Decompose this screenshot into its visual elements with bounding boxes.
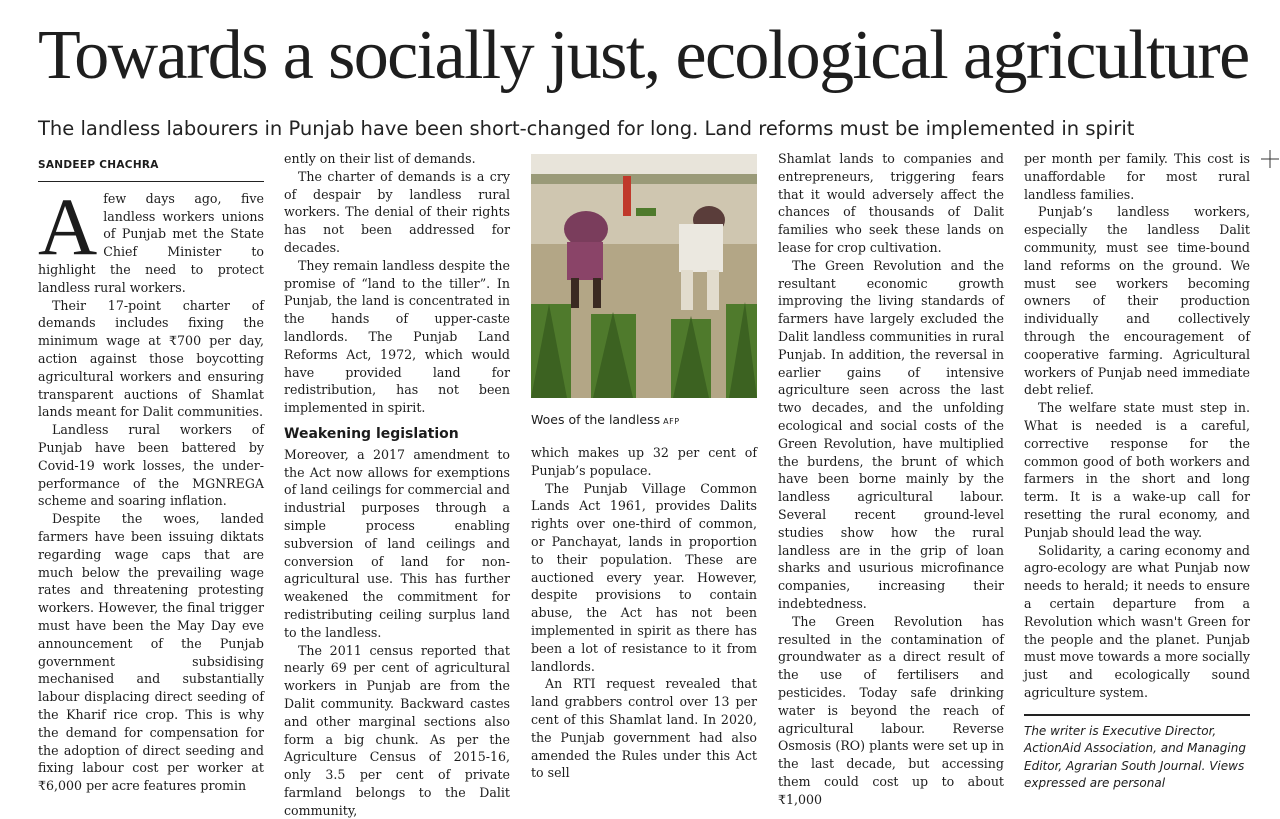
paragraph: An RTI request revealed that land grabbers control over 13 per cent of this Shamlat land. In 2020, the Punjab government had also amended the Rules under this Act to sell: [531, 676, 757, 781]
byline: SANDEEP CHACHRA: [38, 150, 264, 182]
paragraph: Shamlat lands to companies and entrepreneurs, triggering fears that it would adversely affect the chances of thousands of Dalit families who seek these lands on lease for crop cultivation.: [778, 151, 1004, 255]
paragraph: Moreover, a 2017 amendment to the Act now allows for exemptions of land ceilings for commercial and industrial purposes through a simple process enabling subversion of land ceilings and conversion of land for non-agricultural use. This has further weakened the commitment for redistributing ceiling surplus land to the landless.: [284, 446, 510, 640]
paragraph: The welfare state must step in. What is needed is a careful, corrective response for the common good of both workers and farmers in the short and long term. It is a wake-up call for resetting the rural economy, and Punjab should lead the way.: [1024, 400, 1250, 540]
subhead: Weakening legislation: [284, 425, 459, 442]
paragraph: They remain landless despite the promise of “land to the tiller”. In Punjab, the land is concentrated in the hands of upper-caste landlords. The Punjab Land Reforms Act, 1972, which would have provided land for redistribution, has not been implemented in spirit.: [284, 257, 510, 416]
paragraph: which makes up 32 per cent of Punjab’s populace.: [531, 445, 757, 478]
article-photo: [531, 154, 757, 398]
paragraph: The Green Revolution has resulted in the contamination of groundwater as a direct result of the use of fertilisers and pesticides. Today safe drinking water is beyond the reach of agricultural labour. Reverse Osmosis (RO) plants were set up in the last decade, but accessing them could cost up to about ₹1,000: [778, 613, 1004, 807]
paragraph: The Green Revolution and the resultant economic growth improving the living standards of farmers have largely excluded the Dalit landless communities in rural Punjab. In addition, the reversal in earlier gains of intensive agriculture seen across the last two decades, and the unfolding ecological and social costs of the Green Revolution, have multiplied the burdens, the brunt of which have been borne mainly by the landless agricultural labour. Several recent ground-level studies show how the rural landless are in the grip of loan sharks and usurious microfinance companies, increasing their indebtedness.: [778, 257, 1004, 611]
standfirst: The landless labourers in Punjab have been short-changed for long. Land reforms must be implemented in spirit: [38, 117, 1135, 140]
article-column-3: [531, 444, 757, 782]
paragraph: Despite the woes, landed farmers have been issuing diktats regarding wage caps that are much below the prevailing wage rates and threatening protesting workers. However, the final trigger must have been the May Day eve announcement of the Punjab government subsidising mechanised and substantially labour displacing direct seeding of the Kharif rice crop. This is why the demand for compensation for the adoption of direct seeding and fixing labour cost per worker at ₹6,000 per acre features promin: [38, 511, 264, 794]
paragraph: Their 17-point charter of demands includes fixing the minimum wage at ₹700 per day, action against those boycotting agricultural workers and ensuring transparent auctions of Shamlat lands meant for Dalit communities.: [38, 297, 264, 420]
paragraph: The Punjab Village Common Lands Act 1961, provides Dalits rights over one-third of common, or Panchayat, lands in proportion to their population. These are auctioned every year. However, despite provisions to contain abuse, the Act has not been implemented in spirit as there has been a lot of resistance to it from landlords.: [531, 480, 757, 674]
paragraph: Landless rural workers of Punjab have been battered by Covid-19 work losses, the under-performance of the MGNREGA scheme and soaring inflation.: [38, 422, 264, 509]
article-column-2: [284, 150, 510, 819]
paragraph: The 2011 census reported that nearly 69 per cent of agricultural workers in Punjab are from the Dalit community. Backward castes and other marginal sections also form a big chunk. As per the Agriculture Census of 2015-16, only 3.5 per cent of private farmland belongs to the Dalit community,: [284, 642, 510, 818]
drop-cap: A: [38, 180, 98, 272]
paragraph: Afew days ago, five landless workers unions of Punjab met the State Chief Minister to highlight the need to protect landless rural workers.: [38, 180, 264, 295]
paragraph: Solidarity, a caring economy and agro-ecology are what Punjab now needs to herald; it needs to ensure a certain departure from a Revolution which wasn't Green for the people and the planet. Punjab must move towards a more socially just and ecologically sound agriculture system.: [1024, 542, 1250, 700]
paddy-field-illustration: [531, 154, 757, 398]
paragraph: ently on their list of demands.: [284, 151, 476, 166]
article-column-4: [778, 150, 1004, 808]
headline: Towards a socially just, ecological agriculture: [38, 17, 1249, 94]
paragraph: The charter of demands is a cry of despair by landless rural workers. The denial of their rights has not been addressed for decades.: [284, 168, 510, 255]
photo-caption: Woes of the landless AFP: [531, 412, 680, 427]
photo-credit: AFP: [663, 417, 680, 426]
article-column-1: [38, 150, 264, 795]
writer-note: The writer is Executive Director, ActionAid Association, and Managing Editor, Agrarian South Journal. Views expressed are personal: [1024, 714, 1250, 793]
article-column-5: [1024, 150, 1250, 793]
crosshair-icon: [1261, 150, 1279, 168]
paragraph: Punjab’s landless workers, especially the landless Dalit community, must see time-bound land reforms on the ground. We must see workers becoming owners of their production individually and collectively through the encouragement of cooperative farming. Agricultural workers of Punjab need immediate debt relief.: [1024, 204, 1250, 398]
paragraph: per month per family. This cost is unaffordable for most rural landless families.: [1024, 151, 1250, 202]
